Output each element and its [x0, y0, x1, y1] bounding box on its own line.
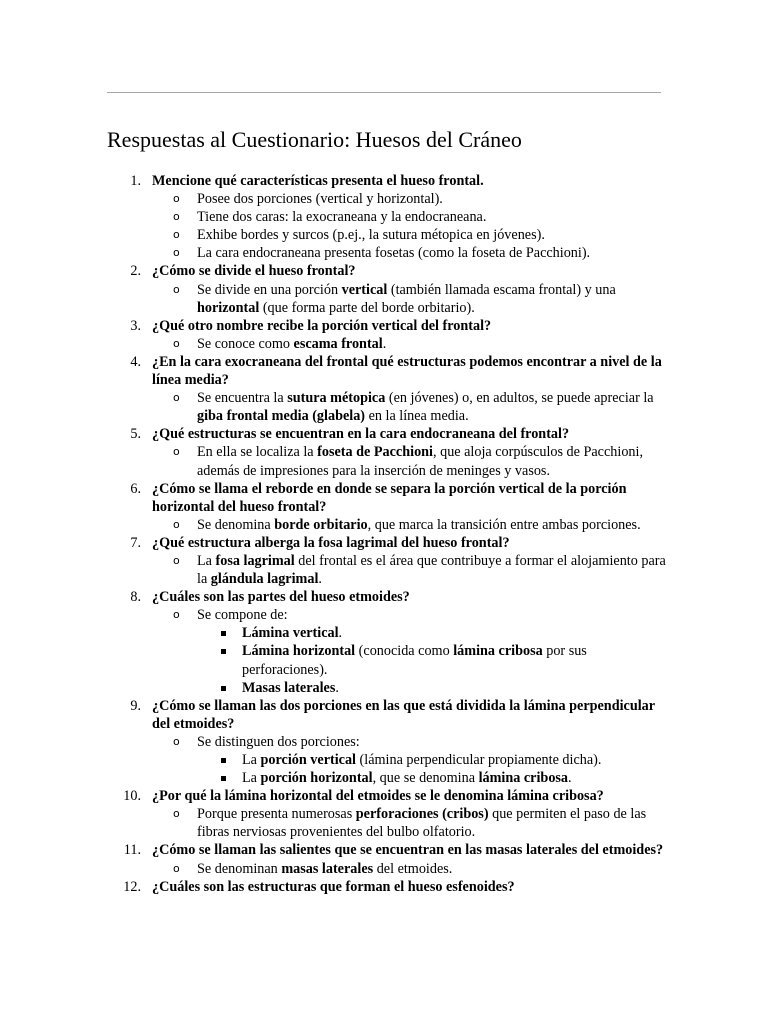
bold-term: escama frontal [293, 335, 383, 352]
answer-item [152, 208, 667, 226]
answer-text: . [318, 571, 322, 588]
bold-term: sutura métopica [287, 390, 386, 407]
question-number: 12. [123, 878, 141, 895]
square-bullet [221, 649, 226, 654]
circle-bullet: o [173, 282, 180, 296]
answer-item [152, 733, 667, 787]
answer-text: La [242, 770, 261, 787]
square-bullet [221, 631, 226, 636]
question-text: ¿Cuáles son las estructuras que forman el hueso esfenoides? [152, 878, 515, 895]
question-number: 1. [130, 173, 141, 189]
question-item [107, 480, 667, 534]
horizontal-rule [107, 92, 661, 93]
question-number: 2. [130, 263, 141, 280]
sub-answer-item [197, 769, 667, 787]
answer-item [152, 606, 667, 696]
answer-text: En ella se localiza la [197, 444, 318, 461]
circle-bullet: o [173, 246, 180, 260]
question-number: 6. [130, 480, 141, 497]
answer-text: La [197, 552, 216, 569]
bold-term: glándula lagrimal [210, 571, 319, 588]
circle-bullet: o [173, 336, 180, 350]
question-item [107, 353, 667, 425]
question-number: 4. [130, 353, 141, 370]
bold-term: porción horizontal [260, 770, 373, 787]
answer-text: en la línea media. [365, 408, 469, 425]
question-text: ¿En la cara exocraneana del frontal qué estructuras podemos encontrar a nivel de la línea media? [152, 353, 662, 389]
answer-text: del frontal es el área que contribuye a formar el alojamiento para la [197, 552, 666, 588]
answer-item [152, 244, 667, 262]
answer-text: Se denominan [197, 860, 282, 877]
circle-bullet: o [173, 807, 180, 821]
answer-text: La [242, 752, 261, 768]
answer-item [152, 805, 667, 841]
question-item [107, 172, 667, 262]
answer-item [152, 443, 667, 479]
question-item [107, 878, 667, 896]
circle-bullet: o [173, 517, 180, 531]
answer-item [152, 281, 667, 317]
sub-answer-item [197, 642, 667, 678]
question-text: ¿Cuáles son las partes del hueso etmoides? [152, 589, 410, 606]
bold-term: lámina cribosa [478, 770, 569, 787]
question-text: ¿Cómo se llama el reborde en donde se separa la porción vertical de la porción horizontal del hueso frontal? [152, 480, 627, 515]
answer-text: . [382, 335, 387, 352]
bold-term: horizontal [197, 299, 260, 316]
question-item [107, 588, 667, 697]
answer-text: (también llamada escama frontal) y una [387, 281, 616, 298]
question-item [107, 317, 667, 353]
square-bullet [221, 776, 226, 781]
answer-text: Se denomina [197, 516, 275, 533]
bold-term: porción vertical [260, 752, 356, 768]
question-number: 8. [130, 589, 141, 606]
circle-bullet: o [173, 192, 180, 206]
answer-text: . [568, 770, 572, 787]
circle-bullet: o [173, 734, 180, 748]
answer-list [152, 516, 667, 534]
bold-term: fosa lagrimal [215, 552, 295, 569]
bold-term: perforaciones (cribos) [355, 806, 489, 823]
question-item [107, 841, 667, 877]
answer-list [152, 389, 667, 425]
circle-bullet: o [173, 391, 180, 405]
answer-text: por sus perforaciones). [242, 643, 587, 678]
answer-item [152, 226, 667, 244]
answer-item [152, 389, 667, 425]
answer-list [152, 606, 667, 696]
answer-text: La cara endocraneana presenta fosetas (como la foseta de Pacchioni). [197, 245, 591, 262]
sub-answer-list [197, 751, 667, 787]
answer-text: Se conoce como [197, 335, 294, 352]
square-bullet [221, 758, 226, 763]
bold-term: vertical [341, 281, 388, 298]
answer-text: (lámina perpendicular propiamente dicha). [356, 752, 602, 768]
question-text: ¿Cómo se llaman las salientes que se encuentran en las masas laterales del etmoides? [152, 842, 664, 859]
answer-text: Porque presenta numerosas [197, 806, 356, 823]
question-text: ¿Qué otro nombre recibe la porción vertical del frontal? [152, 317, 492, 334]
answer-text: que permiten el paso de las fibras nerviosas provenientes del bulbo olfatorio. [197, 806, 647, 841]
question-item [107, 425, 667, 479]
answer-item [152, 860, 667, 878]
answer-text: , que aloja corpúsculos de Pacchioni, además de impresiones para la inserción de meninges y vasos. [197, 444, 643, 479]
answer-list [152, 733, 667, 787]
question-text: Mencione qué características presenta el hueso frontal. [152, 173, 484, 189]
question-list [107, 172, 667, 896]
answer-list [152, 552, 667, 588]
circle-bullet: o [173, 553, 180, 567]
circle-bullet: o [173, 861, 180, 875]
question-number: 9. [130, 697, 141, 714]
bold-term: masas laterales [281, 860, 374, 877]
question-text: ¿Por qué la lámina horizontal del etmoides se le denomina lámina cribosa? [152, 788, 604, 805]
question-number: 11. [123, 842, 141, 859]
question-number: 7. [130, 534, 141, 551]
answer-text: , que marca la transición entre ambas porciones. [367, 516, 641, 533]
question-text: ¿Cómo se llaman las dos porciones en las que está dividida la lámina perpendicular del etmoides? [152, 697, 655, 732]
answer-list [152, 443, 667, 479]
circle-bullet: o [173, 445, 180, 459]
answer-item [152, 552, 667, 588]
sub-answer-item [197, 751, 667, 769]
question-number: 5. [130, 426, 141, 443]
bold-term: borde orbitario [274, 516, 368, 533]
sub-answer-list [197, 624, 667, 696]
answer-text: Se compone de: [197, 607, 288, 624]
bold-term: Masas laterales [242, 679, 336, 696]
answer-text: . [338, 625, 343, 642]
bold-term: Lámina vertical [242, 625, 339, 642]
circle-bullet: o [173, 228, 180, 242]
answer-list [152, 805, 667, 841]
answer-text: Se distinguen dos porciones: [197, 733, 360, 750]
answer-text: , que se denomina [372, 770, 479, 787]
answer-item [152, 335, 667, 353]
bold-term: lámina cribosa [453, 643, 543, 660]
answer-item [152, 516, 667, 534]
answer-list [152, 190, 667, 262]
bold-term: Lámina horizontal [242, 643, 356, 660]
question-number: 10. [123, 788, 141, 805]
question-number: 3. [130, 317, 141, 334]
answer-item [152, 190, 667, 208]
answer-text: Tiene dos caras: la exocraneana y la endocraneana. [197, 209, 487, 226]
sub-answer-item [197, 679, 667, 697]
question-item [107, 534, 667, 588]
document-title: Respuestas al Cuestionario: Huesos del Cráneo [107, 127, 522, 152]
circle-bullet: o [173, 210, 180, 224]
answer-text: (en jóvenes) o, en adultos, se puede apreciar la [385, 390, 654, 407]
bold-term: giba frontal media (glabela) [197, 408, 366, 425]
question-item [107, 787, 667, 841]
answer-text: (que forma parte del borde orbitario). [259, 299, 475, 316]
answer-text: Se divide en una porción [197, 281, 342, 298]
question-item [107, 262, 667, 316]
answer-list [152, 335, 667, 353]
answer-text: . [335, 679, 339, 696]
bold-term: foseta de Pacchioni [317, 444, 433, 461]
answer-list [152, 281, 667, 317]
question-text: ¿Qué estructuras se encuentran en la cara endocraneana del frontal? [152, 426, 570, 443]
answer-text: del etmoides. [373, 860, 453, 877]
circle-bullet: o [173, 608, 180, 622]
answer-list [152, 860, 667, 878]
sub-answer-item [197, 624, 667, 642]
answer-text: (conocida como [355, 643, 454, 660]
square-bullet [221, 686, 226, 691]
question-text: ¿Cómo se divide el hueso frontal? [152, 263, 356, 280]
question-item [107, 697, 667, 787]
answer-text: Posee dos porciones (vertical y horizontal). [197, 191, 443, 208]
answer-text: Exhibe bordes y surcos (p.ej., la sutura métopica en jóvenes). [197, 227, 545, 244]
question-text: ¿Qué estructura alberga la fosa lagrimal del hueso frontal? [152, 534, 510, 551]
answer-text: Se encuentra la [197, 390, 288, 407]
